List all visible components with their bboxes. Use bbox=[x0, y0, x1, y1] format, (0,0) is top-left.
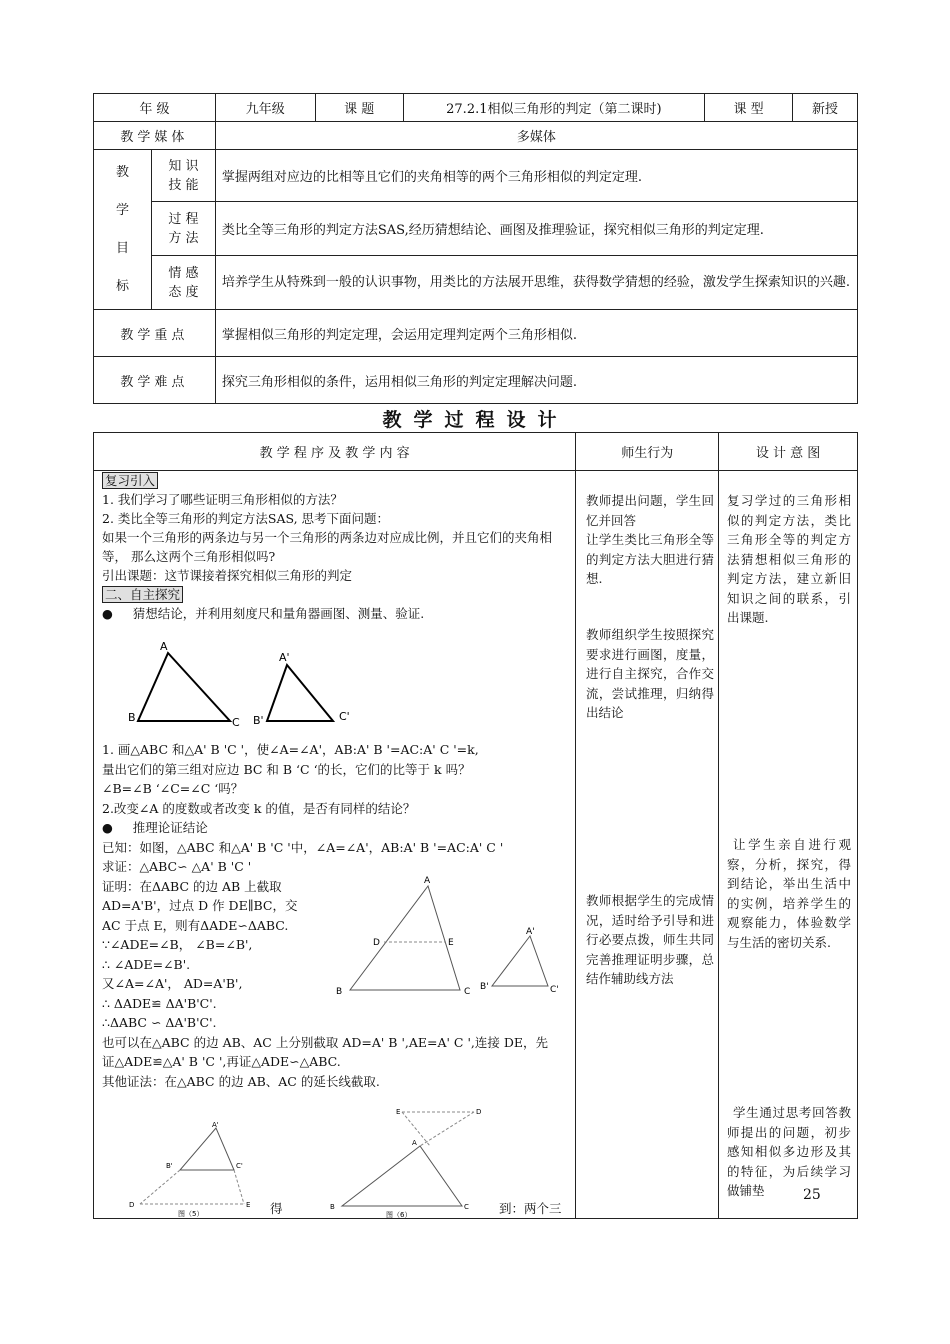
figure-5 bbox=[120, 1118, 265, 1220]
lesson-info-table bbox=[93, 93, 858, 122]
goals-table bbox=[93, 121, 858, 404]
given: 已知：如图，△ABC 和△A' B 'C '中，∠A=∠A'，AB:A' B '=AC:A' C ' bbox=[102, 839, 504, 855]
svg-text:B': B' bbox=[166, 1162, 173, 1170]
review-tag: 复习引入 bbox=[102, 472, 158, 489]
intent-header: 设 计 意 图 bbox=[719, 433, 858, 471]
svg-text:D: D bbox=[373, 938, 380, 948]
proof-3: AC 于点 E，则有ΔADE∽ΔABC. bbox=[102, 917, 289, 933]
teacher-4: 教师根据学生的完成情况，适时给予引导和进行必要点拨，师生共同完善推理证明步骤，总结作辅助线方法 bbox=[586, 893, 714, 986]
topic-value: 27.2.1相似三角形的判定（第二课时) bbox=[403, 94, 705, 122]
triangle-abc-large bbox=[350, 886, 460, 990]
text-dao: 到：两个三 bbox=[499, 1201, 562, 1216]
goal-knowledge-text: 掌握两组对应边的比相等且它们的夹角相等的两个三角形相似的判定定理. bbox=[215, 150, 857, 202]
label-c: C bbox=[232, 716, 240, 729]
svg-text:D: D bbox=[129, 1201, 135, 1209]
media-label: 教学媒体 bbox=[94, 122, 216, 150]
teacher-3: 教师组织学生按照探究要求进行画图，度量，进行自主探究，合作交流，尝试推理，归纳得出结论 bbox=[586, 627, 714, 720]
intent-1: 复习学过的三角形相似的判定方法，类比三角形全等的判定方法猜想相似三角形的判定方法，建立新旧知识之间的联系，引出课题. bbox=[727, 493, 851, 625]
type-value: 新授 bbox=[793, 94, 858, 122]
type-label: 课 型 bbox=[705, 94, 793, 122]
content-text bbox=[102, 471, 572, 623]
explore-tag: 二、自主探究 bbox=[102, 586, 183, 603]
difficulty-label: 教学难点 bbox=[94, 357, 216, 404]
draw-2: 量出它们的第三组对应边 BC 和 B ‘C ‘的长，它们的比等于 k 吗？ bbox=[102, 761, 471, 777]
teacher-header: 师生行为 bbox=[576, 433, 719, 471]
proof-8: ∴ΔABC ∽ ΔA'B'C'. bbox=[102, 1015, 217, 1030]
question-4: 引出课题：这节课接着探究相似三角形的判定 bbox=[102, 568, 353, 583]
draw-3: ∠B=∠B ‘∠C=∠C ‘吗？ bbox=[102, 781, 244, 796]
alt-1: 也可以在△ABC 的边 AB、AC 上分别截取 AD=A' B ',AE=A' C ',连接 DE，先 bbox=[102, 1034, 548, 1050]
svg-text:C': C' bbox=[236, 1162, 243, 1170]
grade-label: 年 级 bbox=[94, 94, 216, 122]
proof-figure bbox=[330, 872, 570, 997]
bullet-2: ● 推理论证结论 bbox=[102, 820, 208, 835]
svg-text:B: B bbox=[330, 1203, 335, 1211]
label-a-prime: A' bbox=[279, 651, 290, 664]
triangles-figure bbox=[120, 635, 360, 730]
svg-text:C': C' bbox=[550, 985, 559, 995]
intent-2: 让学生亲自进行观察，分析，探究，得到结论，举出生活中的实例，培养学生的观察能力，体验数学与生活的密切关系. bbox=[727, 837, 851, 950]
proof-7: ∴ ΔADE≌ ΔA'B'C'. bbox=[102, 995, 217, 1011]
intent-3: 学生通过思考回答教师提出的问题，初步感知相似多边形及其的特征，为后续学习做铺垫 bbox=[727, 1105, 851, 1198]
text-de: 得 bbox=[270, 1201, 283, 1216]
svg-text:D: D bbox=[476, 1108, 482, 1116]
alt-2: 证△ADE≌△A' B 'C ',再证△ADE∽△ABC. bbox=[102, 1054, 341, 1069]
svg-text:E: E bbox=[396, 1108, 401, 1116]
triangle-abc bbox=[138, 653, 230, 721]
difficulty-text: 探究三角形相似的条件，运用相似三角形的判定定理解决问题. bbox=[215, 357, 857, 404]
goal-knowledge-label: 知 识 技 能 bbox=[151, 150, 215, 202]
bullet-dot: ● bbox=[102, 820, 133, 835]
svg-text:B: B bbox=[336, 987, 343, 997]
label-a: A bbox=[160, 640, 168, 653]
prove: 求证：△ABC∽ △A' B 'C ' bbox=[102, 859, 252, 874]
proof-6: 又∠A=∠A'， AD=A'B', bbox=[102, 976, 243, 991]
figure-6 bbox=[322, 1102, 482, 1220]
goals-label: 教 学 目 标 bbox=[94, 150, 152, 310]
svg-text:E: E bbox=[448, 938, 454, 948]
label-b: B bbox=[128, 711, 136, 724]
teacher-2: 让学生类比三角形全等的判定方法大胆进行猜想. bbox=[586, 532, 714, 586]
bullet-1: ● 猜想结论，并利用刻度尺和量角器画图、测量、验证. bbox=[102, 606, 425, 621]
grade-value: 九年级 bbox=[215, 94, 315, 122]
svg-text:C: C bbox=[464, 1203, 469, 1211]
key-point-label: 教学重点 bbox=[94, 310, 216, 357]
svg-text:A: A bbox=[424, 876, 431, 886]
label-c-prime: C' bbox=[339, 710, 350, 723]
media-value: 多媒体 bbox=[215, 122, 857, 150]
proof-2: AD=A'B'，过点 D 作 DE∥BC，交 bbox=[102, 898, 298, 913]
draw-1: 1. 画△ABC 和△A' B 'C '，使∠A=∠A'，AB:A' B '=AC:A' C '=k, bbox=[102, 742, 479, 757]
svg-text:A': A' bbox=[526, 927, 535, 937]
other-proof: 其他证法：在△ABC 的边 AB、AC 的延长线截取. bbox=[102, 1073, 380, 1089]
bullet-dot: ● bbox=[102, 606, 133, 621]
label-b-prime: B' bbox=[253, 714, 264, 727]
page-number: 25 bbox=[803, 1187, 821, 1203]
proof-5: ∴ ∠ADE=∠B'. bbox=[102, 956, 191, 972]
question-2: 2. 类比全等三角形的判定方法SAS, 思考下面问题： bbox=[102, 511, 390, 526]
content-header: 教 学 程 序 及 教 学 内 容 bbox=[94, 433, 576, 471]
proof-1: 证明：在ΔABC 的边 AB 上截取 bbox=[102, 878, 282, 894]
triangle-a1b1c1 bbox=[267, 665, 333, 721]
question-1: 1. 我们学习了哪些证明三角形相似的方法？ bbox=[102, 492, 343, 507]
svg-text:A: A bbox=[412, 1139, 417, 1147]
goal-process-text: 类比全等三角形的判定方法SAS,经历猜想结论、画图及推理验证，探究相似三角形的判定定理. bbox=[215, 202, 857, 256]
goal-process-label: 过 程 方 法 bbox=[151, 202, 215, 256]
svg-text:E: E bbox=[246, 1201, 251, 1209]
figure-6-caption: 图（6） bbox=[386, 1211, 412, 1219]
topic-label: 课 题 bbox=[315, 94, 403, 122]
svg-text:A': A' bbox=[212, 1121, 219, 1129]
svg-text:C: C bbox=[464, 987, 471, 997]
question-3: 如果一个三角形的两条边与另一个三角形的两条边对应成比例，并且它们的夹角相等， 那么这两个三角形相似吗? bbox=[102, 530, 553, 564]
goal-attitude-label: 情 感 态 度 bbox=[151, 256, 215, 310]
teacher-1: 教师提出问题，学生回忆并回答 bbox=[586, 493, 714, 528]
key-point-text: 掌握相似三角形的判定定理，会运用定理判定两个三角形相似. bbox=[215, 310, 857, 357]
proof-4: ∵∠ADE=∠B， ∠B=∠B', bbox=[102, 937, 253, 952]
section-title: 教学过程设计 bbox=[382, 409, 569, 431]
svg-text:B': B' bbox=[480, 982, 489, 992]
teacher-text-1 bbox=[586, 491, 714, 589]
draw-4: 2.改变∠A 的度数或者改变 k 的值，是否有同样的结论？ bbox=[102, 800, 416, 816]
triangle-a1b1c1-small bbox=[492, 936, 548, 986]
goal-attitude-text: 培养学生从特殊到一般的认识事物，用类比的方法展开思维，获得数学猜想的经验，激发学生探索知识的兴趣. bbox=[215, 256, 857, 310]
figure-5-caption: 图（5） bbox=[178, 1210, 204, 1218]
